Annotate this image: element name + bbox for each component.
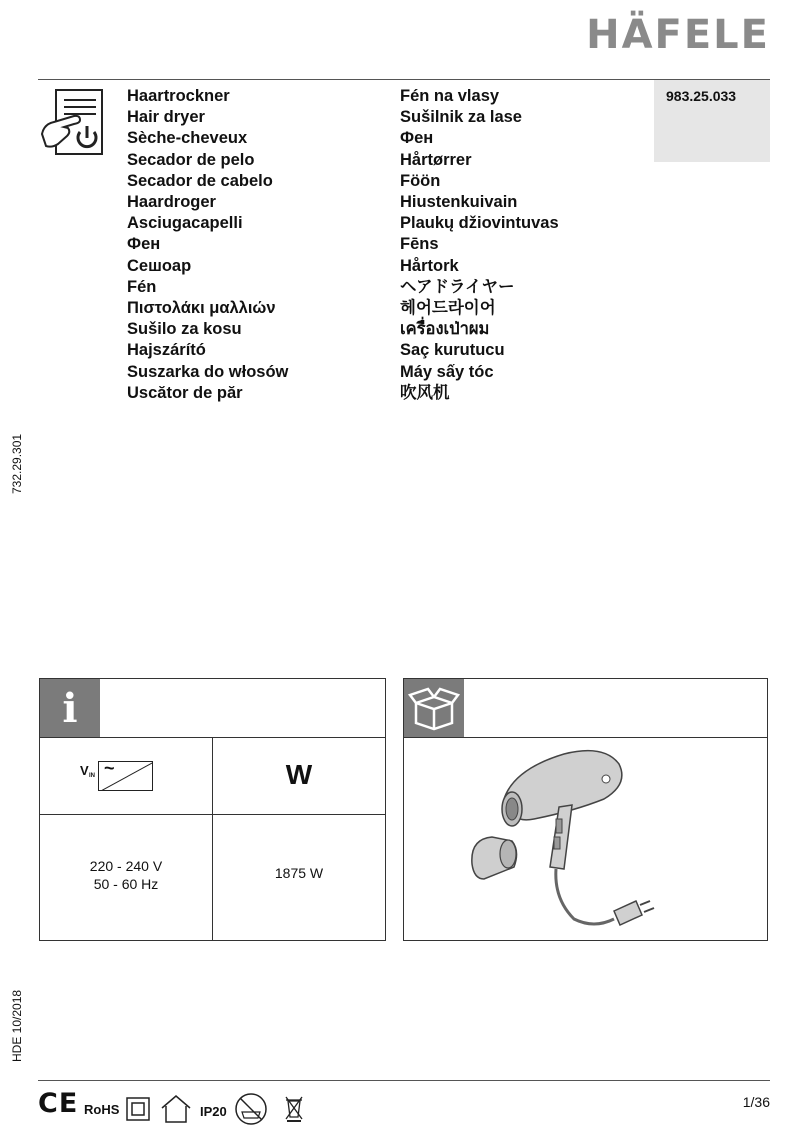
row-divider xyxy=(40,814,385,815)
info-icon: i xyxy=(62,684,78,732)
product-name: Suszarka do włosów xyxy=(127,362,289,381)
class2-icon xyxy=(126,1097,150,1121)
diagonal-icon xyxy=(99,762,153,791)
product-name: ヘアドライヤー xyxy=(400,277,515,296)
electrical-values xyxy=(40,857,212,893)
product-name: เครื่องเป่าผม xyxy=(400,320,490,339)
rohs-label: RoHS xyxy=(84,1102,120,1117)
product-name: Hiustenkuivain xyxy=(400,193,518,212)
product-name: Máy sấy tóc xyxy=(400,362,494,381)
indoor-house-icon xyxy=(160,1094,192,1124)
voltage-value: 220 - 240 V xyxy=(89,858,163,874)
product-name: Asciugacapelli xyxy=(127,214,243,233)
product-name: Föön xyxy=(400,171,441,190)
ac-dc-box xyxy=(98,761,153,791)
product-name: Secador de pelo xyxy=(127,150,255,169)
article-number-box xyxy=(654,80,770,162)
specs-panel xyxy=(39,678,386,941)
footer-rule xyxy=(38,1080,770,1081)
ip20-label: IP20 xyxy=(200,1104,227,1119)
frequency-value: 50 - 60 Hz xyxy=(93,876,159,892)
box-icon xyxy=(404,679,464,737)
product-name: 헤어드라이어 xyxy=(400,299,496,318)
no-bath-icon xyxy=(234,1092,268,1126)
voltage-sub: IN xyxy=(89,773,95,779)
product-name: Фен xyxy=(400,129,434,148)
brand-logo: HÄFELE xyxy=(586,12,770,58)
manual-hand-icon xyxy=(40,88,106,158)
panel-divider xyxy=(404,737,767,738)
ac-wave-symbol: ~ xyxy=(104,761,115,778)
product-name: Fén na vlasy xyxy=(400,87,500,105)
product-name: Uscător de păr xyxy=(127,383,243,402)
product-name: Hair dryer xyxy=(127,108,205,127)
voltage-symbol xyxy=(80,761,170,795)
product-name: Haardroger xyxy=(127,193,216,212)
power-value: 1875 W xyxy=(274,865,324,881)
hair-dryer-icon xyxy=(464,739,664,934)
weee-bin-icon xyxy=(284,1095,304,1123)
product-name: Sušilnik za lase xyxy=(400,108,522,127)
doc-code-label: 732.29.301 xyxy=(10,433,24,494)
package-contents-panel xyxy=(403,678,768,941)
product-name: Hårtørrer xyxy=(400,150,472,169)
power-header: W xyxy=(285,759,313,790)
product-name: Saç kurutucu xyxy=(400,341,505,360)
box-header xyxy=(404,679,464,737)
product-names-column-1 xyxy=(127,86,288,404)
product-name: Фен xyxy=(127,235,161,254)
product-name: Hårtork xyxy=(400,256,459,275)
product-name: Сешоар xyxy=(127,256,192,275)
product-name: 吹风机 xyxy=(400,383,450,402)
product-name: Plaukų džiovintuvas xyxy=(400,214,559,233)
product-name: Πιστολάκι μαλλιών xyxy=(127,299,276,318)
product-name: Sèche-cheveux xyxy=(127,129,248,148)
product-name: Hajszárító xyxy=(127,341,206,360)
product-name: Secador de cabelo xyxy=(127,171,273,190)
page-number: 1/36 xyxy=(742,1094,770,1110)
ce-mark-icon: CE xyxy=(38,1088,79,1119)
product-names-column-2 xyxy=(400,86,559,404)
article-number: 983.25.033 xyxy=(666,88,737,104)
product-name: Fén xyxy=(127,277,157,296)
product-name: Fēns xyxy=(400,235,439,254)
voltage-v: V xyxy=(80,763,89,778)
product-name: Sušilo za kosu xyxy=(127,320,242,339)
product-name: Haartrockner xyxy=(127,87,230,105)
edition-label: HDE 10/2018 xyxy=(10,989,24,1062)
